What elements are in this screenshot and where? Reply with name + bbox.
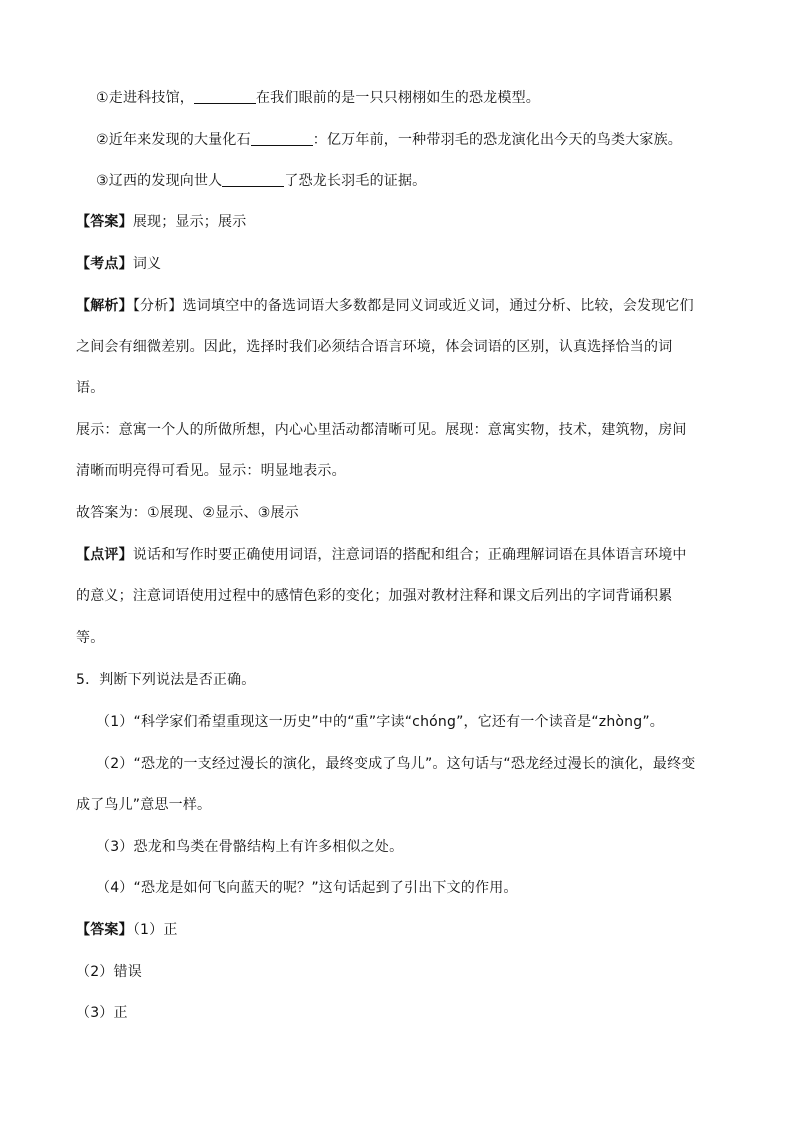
jiexi-line-6: 故答案为：①展现、②显示、③展示 [76, 505, 299, 521]
jiexi-line-4: 展示：意寓一个人的所做所想，内心心里活动都清晰可见。展现：意寓实物，技术，建筑物，房间 [76, 422, 687, 438]
jiexi-line-2: 之间会有细微差别。因此，选择时我们必须结合语言环境，体会词语的区别，认真选择恰当的词 [76, 339, 673, 355]
jiexi-tag: 【解析】 [76, 298, 133, 314]
fill-item-1 [96, 88, 540, 108]
q5-answer-line-1 [76, 920, 178, 940]
item-number: ③ [96, 173, 109, 189]
dianping-tag: 【点评】 [76, 547, 133, 563]
answer-tag: 【答案】 [76, 922, 133, 938]
fill-item-2 [96, 130, 682, 150]
kaodian-line [76, 254, 161, 274]
question-5-title: 5．判断下列说法是否正确。 [76, 672, 256, 688]
q5-item-1: （1）“科学家们希望重现这一历史”中的“重”字读“chóng”，它还有一个读音是“zhòng”。 [96, 714, 664, 730]
jiexi-line-3: 语。 [76, 380, 105, 396]
q5-item-3: （3）恐龙和鸟类在骨骼结构上有许多相似之处。 [96, 839, 404, 855]
answer-text: 展现；显示；展示 [132, 214, 247, 230]
jiexi-line-1 [76, 296, 694, 316]
item-number: ① [96, 90, 109, 106]
answer-tag: 【答案】 [76, 214, 133, 230]
item-text-before: 近年来发现的大量化石 [108, 132, 251, 148]
q5-answer-line-3: （3）正 [76, 1005, 128, 1021]
q5-item-4: （4）“恐龙是如何飞向蓝天的呢？”这句话起到了引出下文的作用。 [96, 880, 518, 896]
dianping-text: 说话和写作时要正确使用词语，注意词语的搭配和组合；正确理解词语在具体语言环境中 [132, 547, 687, 563]
kaodian-text: 词义 [132, 256, 162, 272]
kaodian-tag: 【考点】 [76, 256, 133, 272]
fill-blank [251, 131, 313, 146]
fill-blank [222, 172, 284, 187]
item-text-after: 在我们眼前的是一只只栩栩如生的恐龙模型。 [255, 90, 540, 106]
dianping-line-2: 的意义；注意词语使用过程中的感情色彩的变化；加强对教材注释和课文后列出的字词背诵积累 [76, 588, 673, 604]
answer-line [76, 212, 246, 232]
jiexi-line-5: 清晰而明亮得可看见。显示：明显地表示。 [76, 463, 346, 479]
item-text-after: 了恐龙长羽毛的证据。 [284, 173, 427, 189]
fill-item-3 [96, 171, 426, 191]
item-text-after: ：亿万年前，一种带羽毛的恐龙演化出今天的鸟类大家族。 [312, 132, 682, 148]
q5-item-2: （2）“恐龙的一支经过漫长的演化，最终变成了鸟儿”。这句话与“恐龙经过漫长的演化，最终变 [96, 756, 696, 772]
q5-answer-line-2: （2）错误 [76, 964, 142, 980]
q5-item-2-continued: 成了鸟儿”意思一样。 [76, 797, 212, 813]
dianping-line-1 [76, 545, 687, 565]
item-number: ② [96, 132, 109, 148]
item-text-before: 辽西的发现向世人 [108, 173, 223, 189]
dianping-line-3: 等。 [76, 630, 105, 646]
fill-blank [194, 89, 256, 104]
answer-text: （1）正 [132, 922, 178, 938]
jiexi-text: 【分析】选词填空中的备选词语大多数都是同义词或近义词，通过分析、比较，会发现它们 [132, 298, 694, 314]
item-text-before: 走进科技馆， [108, 90, 194, 106]
